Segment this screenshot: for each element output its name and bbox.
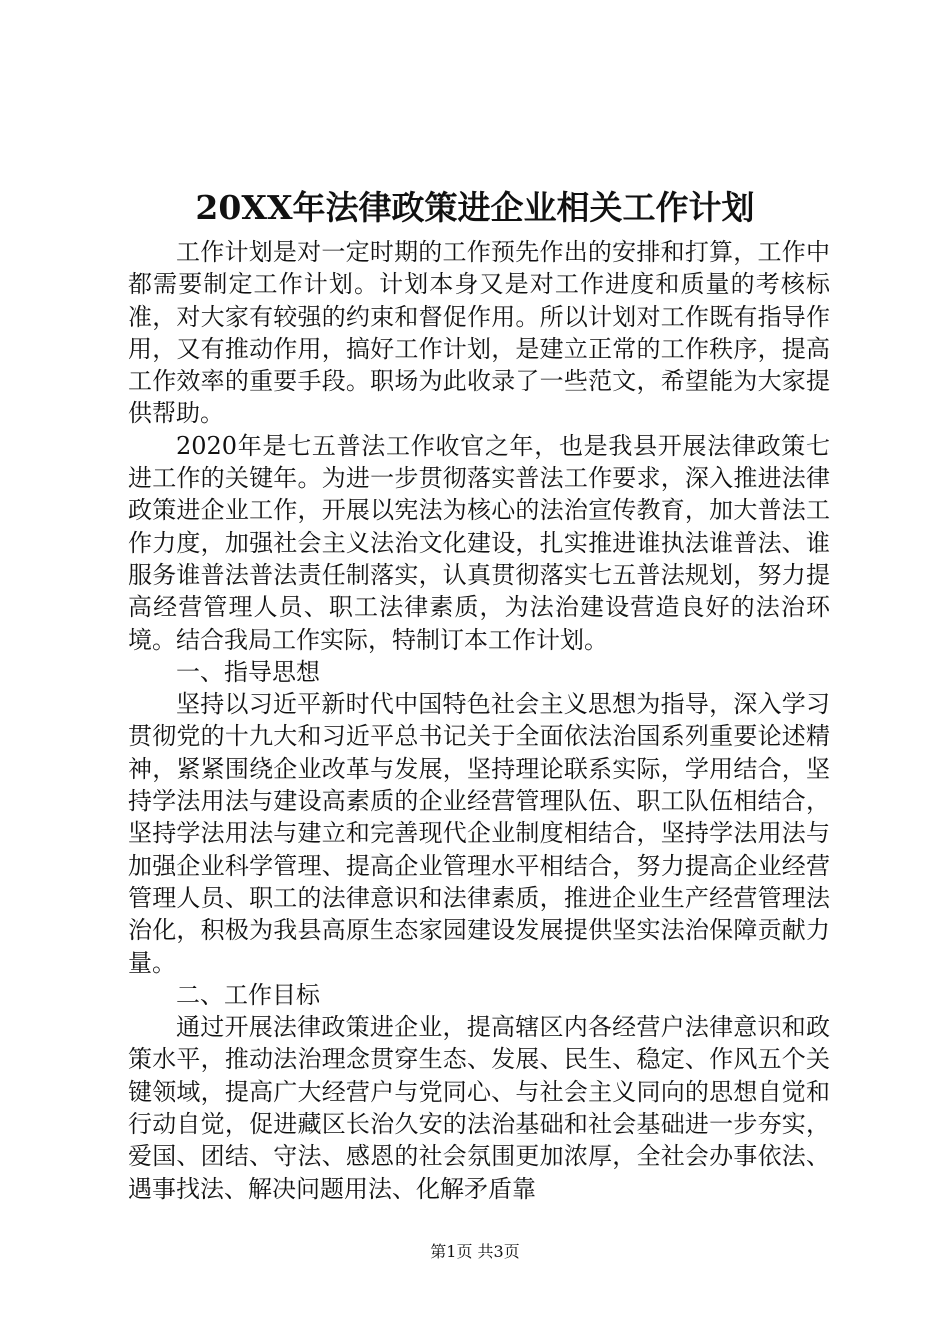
document-title: 20XX年法律政策进企业相关工作计划 [195, 188, 755, 227]
paragraph-guiding-ideology: 坚持以习近平新时代中国特色社会主义思想为指导，深入学习贯彻党的十九大和习近平总书记关于全面依法治国系列重要论述精神，紧紧围绕企业改革与发展，坚持理论联系实际，学用结合，坚持学法用法与建设高素质的企业经营管理队伍、职工队伍相结合，坚持学法用法与建立和完善现代企业制度相结合，坚持学法用法与加强企业科学管理、提高企业管理水平相结合，努力提高企业经营管理人员、职工的法律意识和法律素质，推进企业生产经营管理法治化，积极为我县高原生态家园建设发展提供坚实法治保障贡献力量。 [128, 690, 830, 977]
page-number-footer: 第1页 共3页 [430, 1242, 520, 1261]
paragraph-background: 2020年是七五普法工作收官之年，也是我县开展法律政策七进工作的关键年。为进一步贯彻落实普法工作要求，深入推进法律政策进企业工作，开展以宪法为核心的法治宣传教育，加大普法工作力度，加强社会主义法治文化建设，扎实推进谁执法谁普法、谁服务谁普法普法责任制落实，认真贯彻落实七五普法规划，努力提高经营管理人员、职工法律素质，为法治建设营造良好的法治环境。结合我局工作实际，特制订本工作计划。 [128, 431, 830, 654]
paragraph-intro: 工作计划是对一定时期的工作预先作出的安排和打算，工作中都需要制定工作计划。计划本身又是对工作进度和质量的考核标准，对大家有较强的约束和督促作用。所以计划对工作既有指导作用，又有推动作用，搞好工作计划，是建立正常的工作秩序，提高工作效率的重要手段。职场为此收录了一些范文，希望能为大家提供帮助。 [128, 238, 830, 428]
section-heading-guiding-ideology: 一、指导思想 [176, 657, 320, 686]
document-body [128, 236, 830, 1205]
section-heading-work-goals: 二、工作目标 [176, 980, 320, 1009]
paragraph-work-goals: 通过开展法律政策进企业，提高辖区内各经营户法律意识和政策水平，推动法治理念贯穿生态、发展、民生、稳定、作风五个关键领域，提高广大经营户与党同心、与社会主义同向的思想自觉和行动自觉，促进藏区长治久安的法治基础和社会基础进一步夯实，爱国、团结、守法、感恩的社会氛围更加浓厚，全社会办事依法、遇事找法、解决问题用法、化解矛盾靠 [128, 1013, 830, 1203]
